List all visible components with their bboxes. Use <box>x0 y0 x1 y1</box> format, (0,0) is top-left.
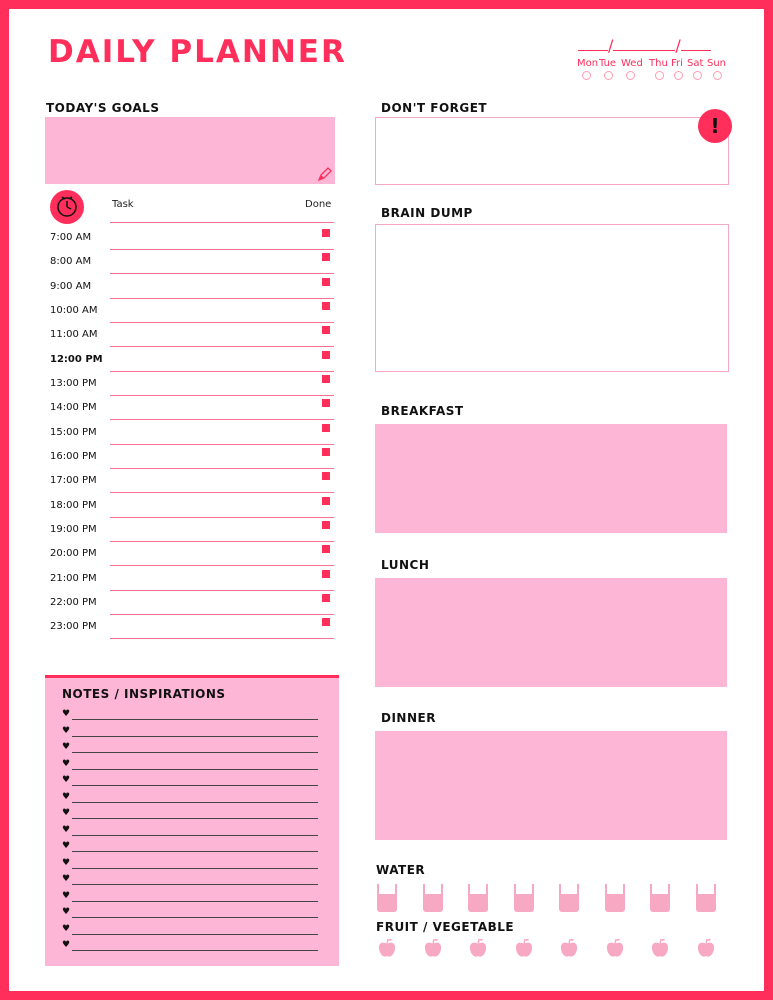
water-glass-icon[interactable] <box>514 884 534 912</box>
note-line[interactable] <box>62 824 318 839</box>
schedule-row <box>44 396 336 420</box>
time-label: 9:00 AM <box>50 281 92 292</box>
time-label: 11:00 AM <box>50 329 98 340</box>
day-label: Sun <box>707 58 727 69</box>
time-label: 20:00 PM <box>50 548 97 559</box>
done-checkbox[interactable] <box>322 545 330 553</box>
water-glass-icon[interactable] <box>605 884 625 912</box>
time-label: 22:00 PM <box>50 597 97 608</box>
note-rule <box>72 719 318 720</box>
note-line[interactable] <box>62 909 318 921</box>
heart-icon: ♥ <box>62 824 71 835</box>
note-line[interactable] <box>62 791 318 806</box>
done-checkbox[interactable] <box>322 424 330 432</box>
done-checkbox[interactable] <box>322 472 330 480</box>
water-glass-icon[interactable] <box>423 884 443 912</box>
note-line[interactable] <box>62 777 318 789</box>
day-label: Sat <box>687 58 704 69</box>
day-checkbox[interactable] <box>582 71 591 80</box>
apple-icon[interactable] <box>423 937 443 959</box>
done-checkbox[interactable] <box>322 302 330 310</box>
task-line[interactable] <box>110 346 334 347</box>
task-line[interactable] <box>110 273 334 274</box>
day-label: Thu <box>649 58 668 69</box>
notes-panel <box>45 675 339 966</box>
time-label: 16:00 PM <box>50 451 97 462</box>
water-glass-icon[interactable] <box>559 884 579 912</box>
heart-icon: ♥ <box>62 808 71 818</box>
water-glass-icon[interactable] <box>377 884 397 912</box>
schedule-row <box>44 494 336 518</box>
done-checkbox[interactable] <box>322 229 330 237</box>
schedule-row <box>44 445 336 469</box>
day-checkbox[interactable] <box>674 71 683 80</box>
day-checkbox[interactable] <box>655 71 664 80</box>
dinner-label: DINNER <box>381 711 436 725</box>
note-rule <box>72 934 318 935</box>
note-line[interactable] <box>62 843 318 855</box>
fruit-label: FRUIT / VEGETABLE <box>376 920 515 934</box>
schedule-row <box>44 469 336 493</box>
note-rule <box>72 884 318 885</box>
done-checkbox[interactable] <box>322 326 330 334</box>
schedule-row <box>44 323 336 347</box>
task-line[interactable] <box>110 638 334 639</box>
done-checkbox[interactable] <box>322 375 330 383</box>
note-rule <box>72 901 318 902</box>
heart-icon: ♥ <box>62 758 71 769</box>
schedule-row <box>44 542 336 566</box>
time-label: 19:00 PM <box>50 524 97 535</box>
note-line[interactable] <box>62 857 318 872</box>
note-rule <box>72 802 318 803</box>
note-rule <box>72 736 318 737</box>
apple-icon[interactable] <box>559 937 579 959</box>
note-line[interactable] <box>62 942 318 954</box>
note-rule <box>72 785 318 786</box>
task-column-header: Task <box>112 199 134 210</box>
water-label: WATER <box>376 863 426 877</box>
clock-icon <box>50 190 84 224</box>
schedule-row <box>44 372 336 396</box>
day-label: Fri <box>671 58 683 69</box>
done-checkbox[interactable] <box>322 399 330 407</box>
notes-label: NOTES / INSPIRATIONS <box>62 687 226 701</box>
time-label: 7:00 AM <box>50 232 92 243</box>
water-glass-icon[interactable] <box>468 884 488 912</box>
schedule-row <box>44 518 336 542</box>
schedule-row <box>44 591 336 615</box>
breakfast-label: BREAKFAST <box>381 404 464 418</box>
time-label: 21:00 PM <box>50 573 97 584</box>
note-rule <box>72 917 318 918</box>
task-line[interactable] <box>110 419 334 420</box>
apple-icon[interactable] <box>605 937 625 959</box>
dinner-box[interactable] <box>375 731 727 840</box>
brain-dump-label: BRAIN DUMP <box>381 206 473 220</box>
exclamation-icon: ! <box>698 109 732 143</box>
schedule-row <box>44 226 336 250</box>
day-checkbox[interactable] <box>604 71 613 80</box>
schedule-row <box>44 275 336 299</box>
heart-icon: ♥ <box>62 709 71 719</box>
schedule-row <box>44 299 336 323</box>
day-checkbox[interactable] <box>626 71 635 80</box>
pencil-icon <box>317 166 333 182</box>
apple-icon[interactable] <box>696 937 716 959</box>
time-label: 14:00 PM <box>50 402 97 413</box>
heart-icon: ♥ <box>62 940 71 950</box>
heart-icon: ♥ <box>62 857 71 868</box>
note-rule <box>72 950 318 951</box>
time-label: 15:00 PM <box>50 427 97 438</box>
heart-icon: ♥ <box>62 775 71 785</box>
date-separator: / <box>608 36 614 55</box>
day-checkbox[interactable] <box>713 71 722 80</box>
heart-icon: ♥ <box>62 874 71 884</box>
heart-icon: ♥ <box>62 923 71 934</box>
note-rule <box>72 752 318 753</box>
time-label: 13:00 PM <box>50 378 97 389</box>
note-line[interactable] <box>62 923 318 938</box>
heart-icon: ♥ <box>62 742 71 752</box>
apple-icon[interactable] <box>514 937 534 959</box>
apple-icon[interactable] <box>377 937 397 959</box>
date-field[interactable] <box>578 36 724 55</box>
breakfast-box[interactable] <box>375 424 727 533</box>
goals-box[interactable] <box>45 117 335 184</box>
done-checkbox[interactable] <box>322 351 330 359</box>
done-checkbox[interactable] <box>322 278 330 286</box>
done-checkbox[interactable] <box>322 570 330 578</box>
time-label: 10:00 AM <box>50 305 98 316</box>
heart-icon: ♥ <box>62 725 71 736</box>
date-year-blank[interactable] <box>681 38 711 51</box>
task-line[interactable] <box>110 565 334 566</box>
date-day-blank[interactable] <box>578 38 608 51</box>
apple-icon[interactable] <box>650 937 670 959</box>
done-column-header: Done <box>305 199 332 210</box>
note-line[interactable] <box>62 890 318 905</box>
date-month-blank[interactable] <box>613 38 675 51</box>
schedule-row <box>44 615 336 639</box>
brain-dump-box[interactable] <box>375 224 729 372</box>
time-label: 18:00 PM <box>50 500 97 511</box>
day-label: Mon <box>577 58 599 69</box>
day-label: Tue <box>599 58 617 69</box>
done-checkbox[interactable] <box>322 594 330 602</box>
schedule-row <box>44 348 336 372</box>
time-label: 8:00 AM <box>50 256 92 267</box>
task-line[interactable] <box>110 492 334 493</box>
water-glass-icon[interactable] <box>696 884 716 912</box>
heart-icon: ♥ <box>62 841 71 851</box>
note-rule <box>72 851 318 852</box>
schedule-top-rule <box>110 222 334 223</box>
dont-forget-box[interactable] <box>375 117 729 185</box>
lunch-label: LUNCH <box>381 558 430 572</box>
day-checkbox[interactable] <box>693 71 702 80</box>
note-line[interactable] <box>62 876 318 888</box>
note-line[interactable] <box>62 725 318 740</box>
note-rule <box>72 835 318 836</box>
schedule-row <box>44 421 336 445</box>
done-checkbox[interactable] <box>322 521 330 529</box>
note-rule <box>72 769 318 770</box>
note-line[interactable] <box>62 711 318 723</box>
day-label: Wed <box>621 58 643 69</box>
date-separator: / <box>675 36 681 55</box>
heart-icon: ♥ <box>62 791 71 802</box>
apple-icon[interactable] <box>468 937 488 959</box>
note-rule <box>72 818 318 819</box>
schedule-row <box>44 250 336 274</box>
done-checkbox[interactable] <box>322 497 330 505</box>
weekday-labels <box>577 58 727 69</box>
schedule-row <box>44 567 336 591</box>
heart-icon: ♥ <box>62 907 71 917</box>
note-line[interactable] <box>62 810 318 822</box>
goals-label: TODAY'S GOALS <box>46 101 160 115</box>
time-label: 17:00 PM <box>50 475 97 486</box>
note-rule <box>72 868 318 869</box>
time-label: 12:00 PM <box>50 354 103 365</box>
done-checkbox[interactable] <box>322 448 330 456</box>
page-title: DAILY PLANNER <box>48 34 347 70</box>
time-label: 23:00 PM <box>50 621 97 632</box>
lunch-box[interactable] <box>375 578 727 687</box>
note-line[interactable] <box>62 744 318 756</box>
note-line[interactable] <box>62 758 318 773</box>
done-checkbox[interactable] <box>322 618 330 626</box>
heart-icon: ♥ <box>62 890 71 901</box>
done-checkbox[interactable] <box>322 253 330 261</box>
water-glass-icon[interactable] <box>650 884 670 912</box>
dont-forget-label: DON'T FORGET <box>381 101 488 115</box>
